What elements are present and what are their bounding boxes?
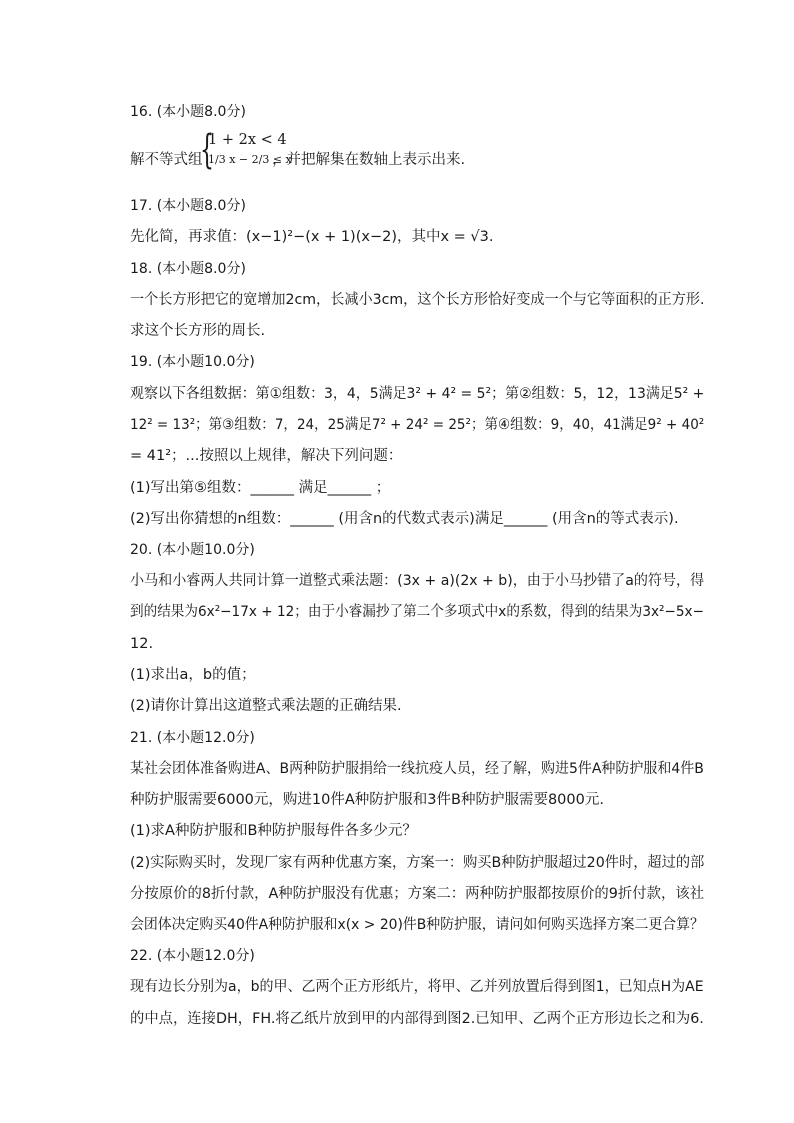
inequality-2: 1/3 x − 2/3 ≤ x [208,153,292,166]
q20-line-1: 小马和小睿两人共同计算一道整式乘法题：(3x + a)(2x + b)，由于小马抄错了a的符号，得 [130,573,705,589]
q22-line-1: 现有边长分别为a，b的甲、乙两个正方形纸片，将甲、乙并列放置后得到图1，已知点H为AE [130,979,704,995]
brace-symbol: { [200,127,214,173]
q21-line-4: (2)实际购买时，发现厂家有两种优惠方案，方案一：购买B种防护服超过20件时，超过的部 [130,855,705,871]
q19-line-3: = 41²；...按照以上规律，解决下列问题： [130,448,403,464]
q19-header: 19. (本小题10.0分) [130,354,255,370]
q19-line-5: (2)写出你猜想的n组数：______ (用含n的代数式表示)满足______ (用含n的等式表示). [130,511,679,527]
q16-tail: ，并把解集在数轴上表示出来. [272,152,466,168]
q22-header: 22. (本小题12.0分) [130,948,255,964]
q20-line-5: (2)请你计算出这道整式乘法题的正确结果. [130,698,402,714]
q21-line-3: (1)求A种防护服和B种防护服每件各多少元？ [130,823,417,839]
q16-lead: 解不等式组 [130,152,203,168]
q17-header: 17. (本小题8.0分) [130,198,246,214]
q22-line-2: 的中点，连接DH，FH.将乙纸片放到甲的内部得到图2.已知甲、乙两个正方形边长之和为6. [130,1011,704,1027]
inequality-system [200,127,292,174]
q21-line-2: 种防护服需要6000元，购进10件A种防护服和3件B种防护服需要8000元. [130,792,604,808]
q21-line-1: 某社会团体准备购进A、B两种防护服捐给一线抗疫人员，经了解，购进5件A种防护服和4件B [130,761,704,777]
q17-line-1: 先化简，再求值：(x−1)²−(x + 1)(x−2)，其中x = √3. [130,229,494,245]
q21-header: 21. (本小题12.0分) [130,730,255,746]
q20-header: 20. (本小题10.0分) [130,542,255,558]
q19-line-2: 12² = 13²；第③组数：7，24，25满足7² + 24² = 25²；第④组数：9，40，41满足9² + 40² [130,417,705,433]
q18-line-1: 一个长方形把它的宽增加2cm，长减小3cm，这个长方形恰好变成一个与它等面积的正方形. [130,292,705,308]
q20-line-3: 12. [130,636,154,652]
q16-header: 16. (本小题8.0分) [130,104,246,120]
q18-header: 18. (本小题8.0分) [130,261,246,277]
q20-line-4: (1)求出a，b的值； [130,667,256,683]
q21-line-6: 会团体决定购买40件A种防护服和x(x > 20)件B种防护服，请问如何购买选择方案二更合算？ [130,917,704,933]
q18-line-2: 求这个长方形的周长. [130,323,266,339]
q19-line-1: 观察以下各组数据：第①组数：3，4，5满足3² + 4² = 5²；第②组数：5，12，13满足5² + [130,386,705,402]
q20-line-2: 到的结果为6x²−17x + 12；由于小睿漏抄了第二个多项式中x的系数，得到的结果为3x²−5x− [130,604,704,620]
q19-line-4: (1)写出第⑤组数：______ 满足______ ； [130,480,391,496]
q21-line-5: 分按原价的8折付款，A种防护服没有优惠；方案二：两种防护服都按原价的9折付款，该社 [130,886,705,902]
inequality-1: 1 + 2x < 4 [208,132,287,148]
